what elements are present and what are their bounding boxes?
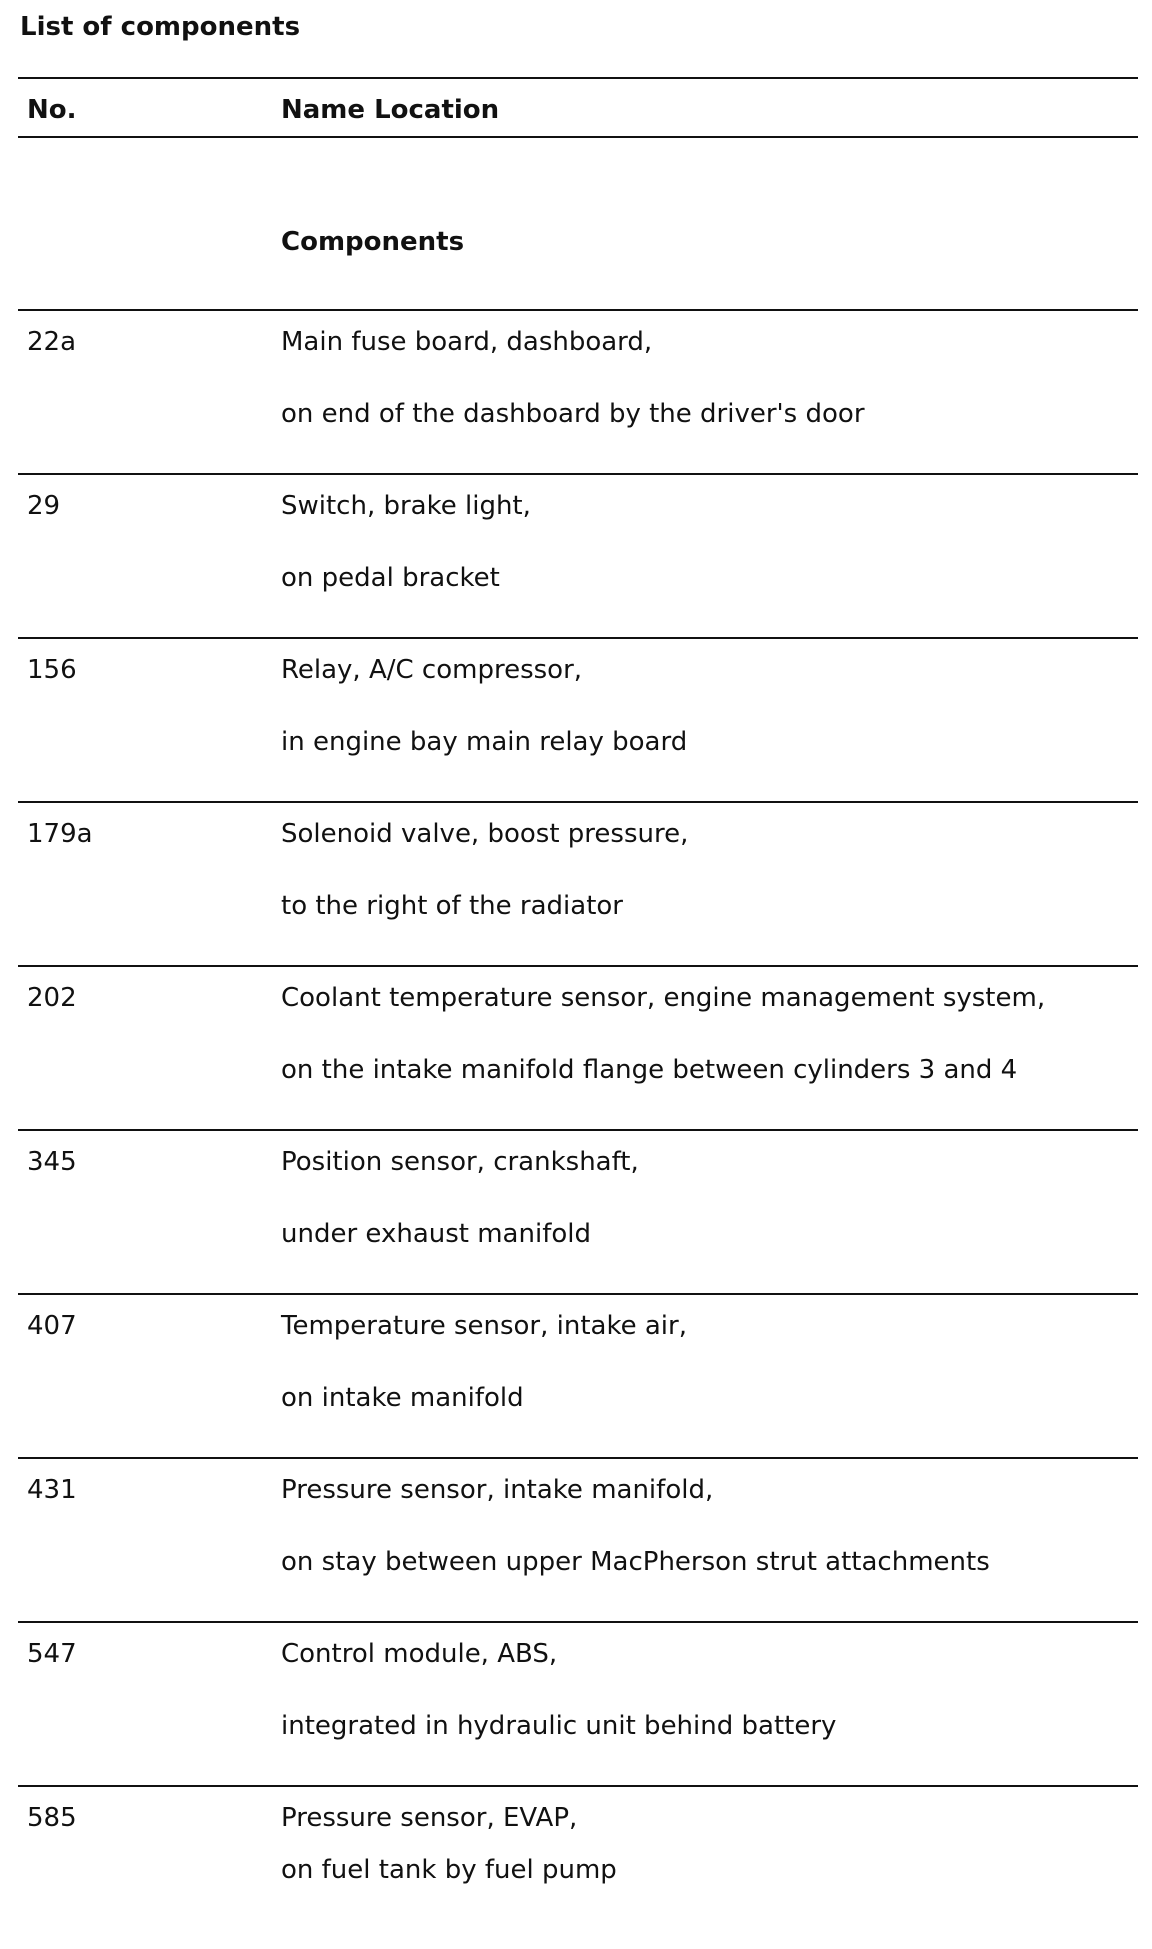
table-row	[0, 1129, 1152, 1293]
row-divider	[18, 1785, 1138, 1787]
table-row	[0, 309, 1152, 473]
table-row	[0, 1293, 1152, 1457]
table-row	[0, 965, 1152, 1129]
section-label: Components	[281, 227, 465, 257]
component-location: on intake manifold	[281, 1383, 524, 1413]
component-number: 407	[27, 1311, 77, 1341]
table-row	[0, 1785, 1152, 1949]
table-top-rule	[18, 77, 1138, 79]
column-header-name-location: Name Location	[281, 95, 500, 125]
component-number: 345	[27, 1147, 77, 1177]
component-number: 202	[27, 983, 77, 1013]
component-location: on fuel tank by fuel pump	[281, 1855, 617, 1885]
component-name: Switch, brake light,	[281, 491, 531, 521]
component-number: 585	[27, 1803, 77, 1833]
component-number: 547	[27, 1639, 77, 1669]
component-name: Relay, A/C compressor,	[281, 655, 583, 685]
component-number: 22a	[27, 327, 77, 357]
table-row	[0, 473, 1152, 637]
row-divider	[18, 1457, 1138, 1459]
component-location: under exhaust manifold	[281, 1219, 591, 1249]
row-divider	[18, 1621, 1138, 1623]
component-number: 179a	[27, 819, 93, 849]
component-name: Temperature sensor, intake air,	[281, 1311, 687, 1341]
row-divider	[18, 309, 1138, 311]
component-name: Solenoid valve, boost pressure,	[281, 819, 689, 849]
table-row	[0, 1621, 1152, 1785]
component-location: on stay between upper MacPherson strut attachments	[281, 1547, 990, 1577]
header-bottom-rule	[18, 136, 1138, 138]
component-number: 29	[27, 491, 61, 521]
page-title: List of components	[20, 12, 301, 42]
row-divider	[18, 637, 1138, 639]
component-number: 431	[27, 1475, 77, 1505]
component-location: integrated in hydraulic unit behind battery	[281, 1711, 837, 1741]
component-name: Pressure sensor, EVAP,	[281, 1803, 578, 1833]
row-divider	[18, 801, 1138, 803]
table-row	[0, 637, 1152, 801]
component-name: Coolant temperature sensor, engine management system,	[281, 983, 1046, 1013]
row-divider	[18, 473, 1138, 475]
component-location: on the intake manifold flange between cylinders 3 and 4	[281, 1055, 1018, 1085]
component-name: Position sensor, crankshaft,	[281, 1147, 639, 1177]
table-row	[0, 801, 1152, 965]
component-name: Control module, ABS,	[281, 1639, 558, 1669]
component-name: Pressure sensor, intake manifold,	[281, 1475, 714, 1505]
column-header-no: No.	[27, 95, 77, 125]
component-location: on pedal bracket	[281, 563, 500, 593]
row-divider	[18, 1129, 1138, 1131]
component-name: Main fuse board, dashboard,	[281, 327, 653, 357]
component-location: in engine bay main relay board	[281, 727, 688, 757]
row-divider	[18, 1293, 1138, 1295]
table-row	[0, 1457, 1152, 1621]
row-divider	[18, 965, 1138, 967]
component-number: 156	[27, 655, 77, 685]
component-location: to the right of the radiator	[281, 891, 623, 921]
component-location: on end of the dashboard by the driver's door	[281, 399, 865, 429]
